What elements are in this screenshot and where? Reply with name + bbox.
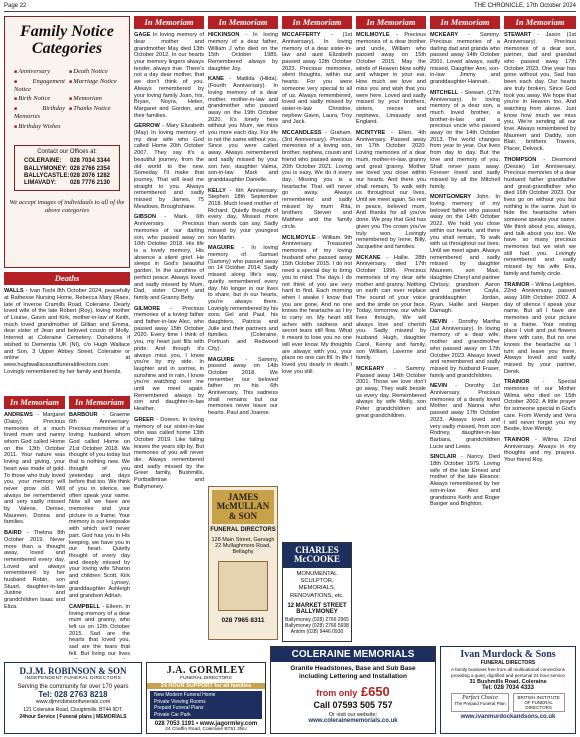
- column-4: [208, 16, 278, 481]
- section-heading: In Memoriam: [4, 396, 65, 409]
- page-header: [4, 2, 576, 12]
- ad-name: Ivan Murdock & Sons: [460, 649, 556, 660]
- notice-list: [4, 288, 130, 375]
- notice: ANDREWS - Margaret (Daisy). Precious memories of a much loved mum and nanny whom God called Home on the 13th October 2011. Your nature was loving and giving, your heart was made of gold. To those who truly loved you, your memory will never grow old. Will always be remembered and very sadly missed by Valerie, Denise, Maureen, Donna and families.: [4, 412, 65, 526]
- robinson-ad: [4, 662, 142, 734]
- category-item: ■ Marriage Notice: [69, 78, 120, 94]
- bifd-badge: BRITISH INSTITUTE OF FUNERAL DIRECTORS: [513, 693, 565, 712]
- section-heading: In Memoriam: [69, 396, 130, 409]
- ad-subtitle: FUNERAL DIRECTORS: [180, 676, 232, 681]
- notice: KELLY - 6th Anniversary. Stephen 18th September 2018. Much loved mother of Richard. Quietly thought of every day, Missed more than words can say. Sadly missed by your youngest son Martin.: [208, 187, 278, 241]
- ad-phone: 07593 505 757: [332, 699, 393, 710]
- section-heading: In Memoriam: [282, 16, 352, 29]
- ad-subtitle: FUNERAL DIRECTORS: [210, 527, 276, 534]
- ad-address: 31 Bushmills Road, Coleraine: [469, 679, 547, 685]
- section-heading: In Memoriam: [208, 16, 278, 29]
- notice: GILMORE - Precious memories of a loving father and father-in-law Alec, who passed away 15th October 2020. Every time I think of you, my heart just fills with pride. And though it's always miss you, I know you're by my side. In laughter and in sorrow, in sunshine and in rain, I know you're watching over me until we meet again. Remembered always by son and daughter-in-law Heather.: [134, 305, 204, 413]
- notice: GIBSON - Mark. 6th Anniversary. Precious memories of our darling son, who passed away on 10th October 2018. His life is a lovely memory, His absence a silent grief. He sleeps in God's beautiful garden, In the sunshine of perfect peace. Always loved and sadly missed by Mum, Dad, sister Cheryl and family and Granny Betty.: [134, 214, 204, 301]
- family-notice-title: Family Notice Categories: [20, 23, 114, 57]
- ad-subtitle: INDEPENDENT FUNERAL DIRECTORS: [24, 676, 122, 681]
- building-image: [218, 561, 268, 611]
- ad-website: www.djmrobinsonfunerals.com: [35, 699, 111, 705]
- family-notice-categories-box: [4, 16, 130, 268]
- publication-line: THE CHRONICLE, 17th October 2024: [473, 3, 576, 9]
- notice: MAGUIRE - In loving memory of Samuel (Sammy) who passed away on 14 October 2014. Sadly missed along life's way, quietly remembered every day. No longer in our lives to share, but in our hearts, you're always there. Lovingly remembered by his sons Gel and Paul, his daughters, Patricia and Julie and their partners and families. (Coleraine, Portrush and Redwood City).: [208, 245, 278, 352]
- notice: MCKANE - Hallie. 28th Anniversary, died 17th October 1996. Precious memories of my dear wife mother and granny. Nothing on earth can ever replace The sound of your voice and the smile on your face. Today, tomorrow, our whole lives through, We will always love and cherish you. Sadly missed by husband Hugh, daughter Carol, Kenny and family, son William, Laverne and family.: [356, 254, 426, 362]
- category-item: ■ Engagement Notice: [14, 78, 65, 94]
- notice: SINCLAIR - Nancy. Died 18th October 1979. Loving wife of the late Ernest and mother of the late Eleanor. Always remembered by her son-in-law Alex and grandsons Keith and Roger Banger and Brighton.: [430, 454, 500, 508]
- category-item: ■ Anniversary: [14, 68, 65, 76]
- notice: MCKEARY - Sammy. Passed away 14th October 2001. Those we love don't go away, They walk beside us every day. Remembered always by wife Molly, son Peter grandchildren and great grandchildren.: [356, 365, 426, 419]
- column-2: [69, 396, 130, 659]
- category-item: ■ Birthday Memories: [14, 105, 65, 121]
- notice: TRAINOR - Special memories of our Mother Wilma who died on 15th October 2002. A little prayer for someone special in God's care. From Wendy and Vera I will never forget you my Bestie, love Wendy.: [504, 379, 576, 433]
- notice: STEWART - Jason (1st Anniversary). Precious memories of a dear son, partner, dad and grandad who passed away 17th October 2023. One year has gone without you, Sad has been each day. Our hearts are truly broken, Since God took you away. We hope that you're in Heaven too, And watching from above. Just know how much we miss you, We're sending all our love. Always remembered by Maureen and Daddy, son Blair, brothers Travers, Placer, Delvock.: [504, 32, 576, 153]
- notice: MCCAFFERTY - (1st Anniversary). In loving memory of a dear sister-in-law and aunt Elizabeth passed away 12th October 2023. Precious memories, silent thoughts, within our hearts. For you were someone very special to all of us. Always remembered, loved and sadly missed by sister-in-law Christine, nephew Gavin, Laura, Troy and Jack.: [282, 32, 352, 126]
- ad-services: 24hour Service | Funeral plans | MEMORIALS: [19, 714, 127, 720]
- ad-phone: 028 7053 1191: [154, 721, 195, 727]
- ad-headline: Granite Headstones, Base and Sub Base including Lettering and Installation: [290, 665, 416, 680]
- notice: GAGE In loving memory of dear mother and grandmother May died 13th October 2012. In our hearts your memory lingers always tender, always true. There's not a day dear mother, that we don't think of you. Always remembered by your loving family Joan, Iris, Bryan, Noyra, Helen, Margaret and Gordon, and their families.: [134, 32, 204, 119]
- notice: HICKINSON - In loving memory of a dear father, William J who died on the 15th October 1985. Remembered always by daughter Joy.: [208, 32, 278, 72]
- perfect-choice-badge: Perfect Choice The Prepaid Funeral Plan: [451, 693, 508, 712]
- ad-blurb: A family business free from all multinational connections providing a quiet, dignified and personal 24 hour service: [451, 667, 565, 678]
- category-item: ■ Birth Notice: [14, 95, 65, 103]
- notice: MCINTYRE - Ellen. 4th Anniversary. Passed away on 17th October 2020. Loving memories of a dear mum, mother-in-law, granny and great granny. Mother we loved you close within our hearts. And there you shall remain, To walk with us throughout our lives, Until we meet again. So rest in peace, beloved mum, And thanks for all you've done. We pray that God has given you The crown you've truly won. Lovingly remembered by Irene, Billy, Jacqueline and families.: [356, 130, 426, 250]
- ad-band: 24 HOUR SUPPORT for all families: [147, 683, 265, 689]
- office-row: LIMAVADY: 028 7776 2130: [24, 179, 110, 186]
- section-heading: In Memoriam: [504, 16, 576, 29]
- column-8: [504, 16, 576, 659]
- contact-offices: [14, 145, 120, 191]
- notice: GERROW - Mary Elizabeth (May) In loving memory of my dear wife who God called Home 20th October 2007. They say it's a beautiful journey, from the old world to the new. Someday I'll make that journey, That will lead me straight to you. Always remembered and sadly missed by James, 75 Meadows, Broughshane.: [134, 123, 204, 210]
- section-heading: In Memoriam: [134, 16, 204, 29]
- column-1b: [4, 396, 65, 659]
- column-7: [430, 16, 500, 659]
- ad-name: COLERAINE MEMORIALS: [271, 647, 435, 662]
- column-6: [356, 16, 426, 659]
- coleraine-memorials-ad: COLERAINE MEMORIALS Granite Headstones, Base and Sub Base including Lettering and Installation from only £650 Call 07593 505 757 Or visit our website: www.colerainememorials.co.uk: [270, 646, 436, 734]
- notice: TRAINOR - Wilma 22nd Anniversary. Always in my thoughts and my prayers. Your friend Roy.: [504, 436, 576, 464]
- notice: MCCANDLESS - Graham. (3rd Anniversary). Precious memories of a loving son, brother, nephew, cousin and friend who passed away on 20th October 2021. Loving you is easy, We do it every day. Missing you is a heartache That will never go away. Always remembered and sadly missed by mum Rita, brothers Steven and Matthew and the family circle.: [282, 130, 352, 230]
- notice: KANE - Matilda (Hilda). (Fourth Anniversary). In loving memory of a dear mother, mother-in-law and grandmother who passed away on the 19th October 2020. It's lonely here without you Mum, we miss you more each day. For life is not the same without you, Since you were called away. Always remembered and sadly missed by your son Ivor, daughter Valma, son-in-law Mark and granddaughter Danielle.: [208, 76, 278, 183]
- category-item: ■ Memoriam: [69, 95, 120, 103]
- notice: MCKEARY - Sammy. Precious memories of a darling dad and granda who passed away 14th October 2001. Loved always, sadly missed. Daughter Ann, son-in-law Jimmy and granddaughter Hannah.: [430, 32, 500, 86]
- column-5: [282, 16, 352, 538]
- ad-website: www.jagormley.com: [199, 721, 258, 727]
- notice: WALLS - Ivan Toshi 8th October 2024, peacefully at Rathesse Nursing Home, Rebecca Mary (Raes, late of Inveroe Cramills Road, Coleraine. Dearly loved wife of the late Robert (Roy), loving mother of Louise, Gavin and Kirk, mother-in-law of Keith, much loved grandmother of Gillian and Emma, dear sister of Jean and beloved cousin of Molly. Interred at Coleraine Cemetery. Donations if wished to Dementia UK (NI), c/o Hugh Wallace and Son, 3 Upper Abbey Street, Coleraine or online at www.hughwallaceandfuneraldirectors.com. Lovingly remembered by her family and friends.: [4, 288, 130, 375]
- section-heading: Deaths: [4, 272, 130, 285]
- office-row: BALLYMONEY: 028 2766 2354: [24, 165, 110, 172]
- category-list: [8, 68, 126, 132]
- ad-name: JAMES McMULLAN & SON: [216, 492, 270, 521]
- notice: NEVIN - Dorothy 1st Anniversary. Precious memories of a dearly loved Mother and Nanna who passed away 17th October 2023. Always loved and very sadly missed, from son Rodney, daughter-in-law Barbara, grandchildren Lucie and Lewis.: [430, 383, 500, 450]
- ad-name: J.A. GORMLEY: [166, 665, 246, 676]
- ad-subtitle: FUNERAL DIRECTORS: [480, 660, 536, 666]
- categories-footer: We accept images of individuals to all of the above categories: [9, 199, 125, 214]
- notice: MCILMOYLE - William. 9th Anniversary. Treasured memories of my loving husband who passed away 15th October 2015. I do not need a special day to bring you to mind. The days I do not think of you are very hard to find. Each morning when I awake I know that you are gone, And no one knows the heartache as I try to carry on. My heart still aches with sadness and secret tears still flow. What it meant to lose you no one will ever know. My thoughts are always with you, your place no one can fill. In life I loved you dearly in death I love you still.: [282, 234, 352, 375]
- mccooke-ad: CHARLES McCOOKE MONUMENTAL SCULPTOR, MEMORIALS, RENOVATIONS, etc. 12 MARKET STREET BALLYMONEY Ballymoney (028) 2766 2965 Ballymoney (028) 2766 5938 Antrim (028) 9446 0930: [282, 542, 352, 642]
- column-3: [134, 16, 204, 659]
- ad-line: 128 Main Street, Garvagh: [211, 537, 275, 544]
- page-number: Page 22: [4, 3, 27, 9]
- ad-website: www.colerainememorials.co.uk: [308, 717, 398, 724]
- ad-website: www.ivanmurdockandsons.co.uk: [460, 714, 556, 720]
- notice: BARBOUR - Graeme 6th Anniversary. Precious memories of a loving husband whom God called Home on 21st October 2018. We thought of you today but that is nothing new. We thought of you yesterday and days before that too. We think of you in silence, we often speak your name. Now all we have are memories and your picture in a frame. Your memory is our keepsake with which we'll never part. God has you in His keeping, we have you in our heart. Quietly thought of every day and deeply missed by your loving wife Sharon and children Scott, Kirk and Lynsey, granddaughter Ashleigh and grandson Adrian.: [69, 412, 130, 600]
- section-heading: In Memoriam: [430, 16, 500, 29]
- ad-phone: Tel: 028 2763 8218: [38, 690, 108, 699]
- ad-phone: Tel: 028 7034 4333: [482, 685, 534, 691]
- ad-services: MONUMENTAL SCULPTOR, MEMORIALS, RENOVATIONS, etc.: [290, 570, 344, 599]
- ad-phone: 028 7965 8311: [221, 617, 265, 625]
- ad-price: £650: [360, 683, 390, 699]
- mcmullan-ad: [208, 486, 278, 640]
- ad-address: 12 MARKET STREET BALLYMONEY: [287, 602, 347, 615]
- notice: MAGUIRE - Sammy, passed away on 14th October 2018. We remember our beloved father on his 6th Anniversary. This sadness shall remains but our memories never leave our hearts. Paul and Joanne.: [208, 356, 278, 417]
- notice: THOMPSON - Desmond (Dessie) 1st Anniversary. Precious memories of a dear husband father grandfather and great-grandfather who died 16th October 2023. Our lives go on without you but nothing is the same. Just to hide the heartache when someone speaks your name. We think about you, always, and talk about you too. We have so many precious memories but we wish we still had you. Lovingly remembered and sadly missed by his wife Ena, family and family circle.: [504, 156, 576, 277]
- ad-name: D.J.M. ROBINSON & SON: [19, 666, 127, 676]
- section-heading: In Memoriam: [356, 16, 426, 29]
- notice: TRAINOR - Wilma Leighton. 22nd Anniversary, passed away 16th October 2002. A day of silence I speak your name, But all I have are memories and your picture in a frame. Your resting place I visit and put flowers there with care, But no one knows the heartache as I turn and leave you there. Always loved and sadly missed by your partner, Derek.: [504, 281, 576, 375]
- ad-name: CHARLES McCOOKE: [294, 545, 340, 565]
- notice: BAIRD - Thelma 8th October 2019. Never more than a thought away, loved and remembered every day. Loved and always remembered by her husband Robin, son Stuart, daughter-in-law Justine and grandchildren Isaac and Eliza.: [4, 530, 65, 610]
- offices-title: Contact our Offices at:: [37, 149, 97, 156]
- ivan-murdock-ad: [440, 646, 576, 734]
- ad-line: 22 Mullaghmore Road, Bellaghy: [215, 543, 271, 556]
- ad-address: 121 Coleraine Road, Cloughmills. BT44 9DT.: [23, 707, 123, 713]
- category-item: ■ Death Notice: [69, 68, 120, 76]
- notice: CAMPBELL - Eileen. In loving memory of a dear mum and granny, who left us on 12th October 2015. Sad are the hearts that loved you, sad are the tears that fell. But living our lives: [69, 603, 130, 657]
- ad-address: 24 Chaffin Road, Coleraine BT51 3NU: [165, 727, 247, 732]
- category-item: ■ Thanks Notice: [69, 105, 120, 121]
- notice: MITCHELL - Stewart. (17th Anniversary). In loving memory of a dear son, a much loved brother, a brother-in-law and a precious uncle who passed away on the 14th October 2013. The world changes from year to year. Our lives from day to day. But the love and memory of you, Shall never pass away. Forever loved and sadly missed by all the Mitchell family.: [430, 89, 500, 190]
- notice: GREER - Doreen. In loving memory of our sister-in-law who was called home 13th October 2019. Like falling leaves the years slip by, But memories of you will never die. Always remembered and sadly missed by the Greer family, Bushmills, Portballintrae and Ballymoney.: [134, 416, 204, 490]
- ad-tagline: Serving the community for over 170 years: [17, 684, 129, 690]
- notice: NEVIN - Dorothy Martha (1st Anniversary). In loving memory of a dear wife, mother and grandmother who passed away on 17th October 2023. Always loved and remembered and sadly missed by husband Fraser, family and grandchildren.: [430, 319, 500, 379]
- category-item: ■ Birthday Wishes: [14, 123, 65, 131]
- office-row: COLERAINE: 028 7034 3344: [24, 158, 110, 165]
- office-row: BALLYCASTLE: 028 2076 1282: [24, 172, 110, 179]
- gormley-ad: J.A. GORMLEY FUNERAL DIRECTORS 24 HOUR SUPPORT for all families New Modern Funeral Home Private Viewing Rooms Prepaid Funeral Plans Private Car Park 028 7053 1191 • www.jagormley.com 24 Chaffin Road, Coleraine BT51 3NU: [146, 662, 266, 734]
- notice: MONTGOMERY John. In loving memory of my beloved father who passed away on the 14th October 2022. We hold you close within our hearts, and there you shall remain, To walk with us throughout our lives, Until we meet again. Always remembered and sadly missed by daughter Maureen, son Maxi, daughter Cheryl and partner Chrissy, grandson Aaron and partner Cayla, granddaughter Jordan, Ryan, Hallie and Harper. Damagh.: [430, 194, 500, 315]
- notice: MCILMOYLE - Precious memories of a dear brother and uncle, William who passed away on 15th October 2015. May the winds of Heaven blow softly and whisper in your ear. How much we love and miss you and wish that you were here. Loved and sadly missed by your brothers, sisters, nieces and nephews, Limavady and England.: [356, 32, 426, 126]
